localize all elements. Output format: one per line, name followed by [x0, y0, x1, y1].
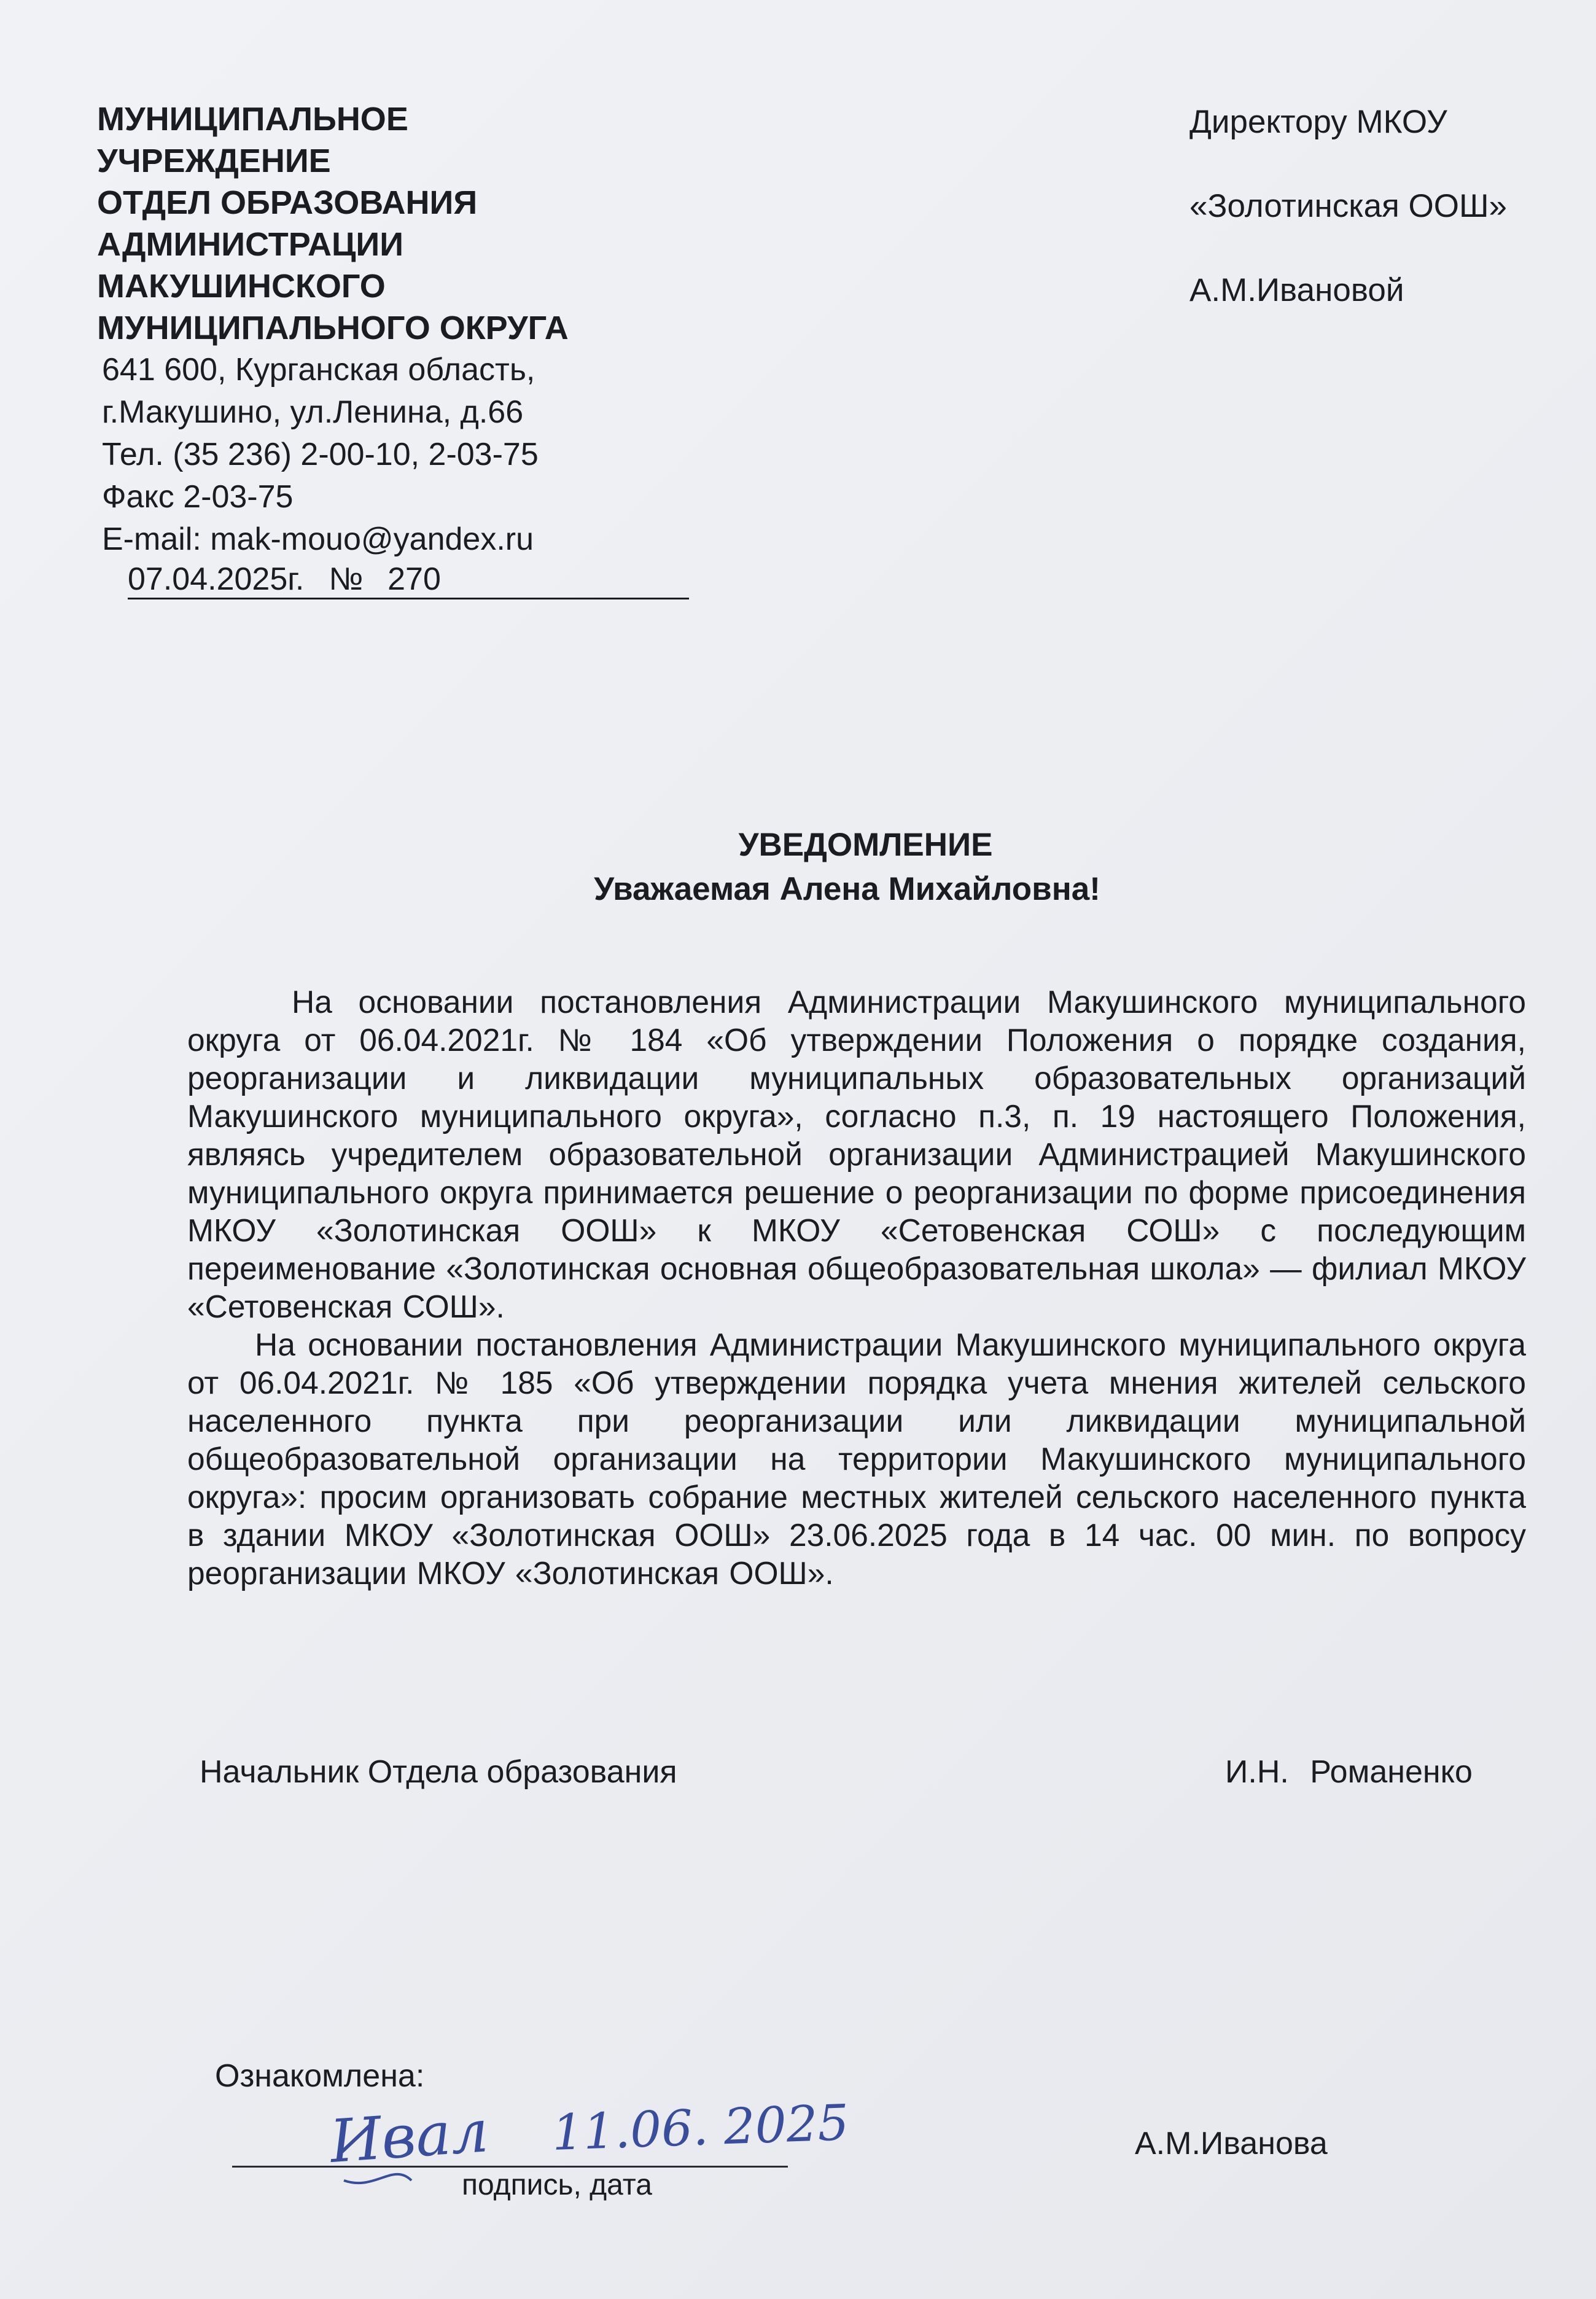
registration-number-label: №	[329, 561, 364, 597]
sender-block	[97, 98, 650, 599]
acknowledgement-block	[0, 2045, 1596, 2230]
body-paragraph-2: На основании постановления Администрации Макушинского муниципального округа от 06.04.2021г. № 185 «Об утверждении порядка учета мнения жителей сельского населенного пункта при реорганизации или ликвидации муниципальной общеобразовательной организации на территории Макушинского муниципального округа»: просим организовать собрание местных жителей сельского населенного пункта в здании МКОУ «Золотинская ООШ» 23.06.2025 года в 14 час. 00 мин. по вопросу реорганизации МКОУ «Золотинская ООШ».	[187, 1327, 1526, 1591]
org-line: МУНИЦИПАЛЬНОГО ОКРУГА	[97, 310, 569, 346]
org-line: МАКУШИНСКОГО	[97, 268, 386, 305]
addressee-line-2: «Золотинская ООШ»	[1189, 188, 1508, 224]
document-heading	[0, 823, 1596, 911]
fax-line: Факс 2-03-75	[102, 479, 294, 515]
acknowledgement-label: Ознакомлена:	[215, 2058, 425, 2094]
salutation: Уважаемая Алена Михайловна!	[594, 871, 1100, 907]
address-line-2: г.Макушино, ул.Ленина, д.66	[102, 394, 524, 430]
signature-caption: подпись, дата	[462, 2169, 652, 2201]
address-line-1: 641 600, Курганская область,	[102, 352, 535, 388]
org-line: УЧРЕЖДЕНИЕ	[97, 142, 331, 179]
signatory-position: Начальник Отдела образования	[200, 1754, 677, 1790]
email-line: E-mail: mak-mouo@yandex.ru	[102, 521, 534, 557]
addressee-block	[1189, 103, 1570, 356]
handwritten-date: 11.06. 2025	[551, 2094, 850, 2161]
document-body	[187, 983, 1526, 1592]
signatory-name: И.Н. Романенко	[1225, 1754, 1473, 1790]
addressee-line-1: Директору МКОУ	[1189, 104, 1447, 140]
signature-flourish	[344, 2174, 411, 2183]
org-line: АДМИНИСТРАЦИИ	[97, 226, 404, 263]
org-line: МУНИЦИПАЛЬНОЕ	[97, 101, 408, 138]
organization-name	[97, 98, 650, 349]
registration-number: 270	[387, 561, 441, 597]
organization-contacts	[102, 349, 650, 561]
acknowledged-person-name: А.М.Иванова	[1135, 2126, 1328, 2161]
document-title: УВЕДОМЛЕНИЕ	[738, 827, 993, 863]
org-line: ОТДЕЛ ОБРАЗОВАНИЯ	[97, 184, 478, 221]
handwritten-signature: Ивал	[327, 2096, 491, 2176]
body-paragraph-1: На основании постановления Администрации Макушинского муниципального округа от 06.04.2021г. № 184 «Об утверждении Положения о порядке создания, реорганизации и ликвидации муниципальных образовательных организаций Макушинского муниципального округа», согласно п.3, п. 19 настоящего Положения, являясь учредителем образовательной организации Администрацией Макушинского муниципального округа принимается решение о реорганизации по форме присоединения МКОУ «Золотинская ООШ» к МКОУ «Сетовенская СОШ» с последующим переименование «Золотинская основная общеобразовательная школа» — филиал МКОУ «Сетовенская СОШ».	[187, 984, 1526, 1324]
addressee-line-3: А.М.Ивановой	[1189, 272, 1404, 308]
registration-line	[128, 561, 689, 599]
registration-date: 07.04.2025г.	[128, 561, 305, 597]
signature-underline	[232, 2166, 788, 2168]
phone-line: Тел. (35 236) 2-00-10, 2-03-75	[102, 437, 539, 472]
